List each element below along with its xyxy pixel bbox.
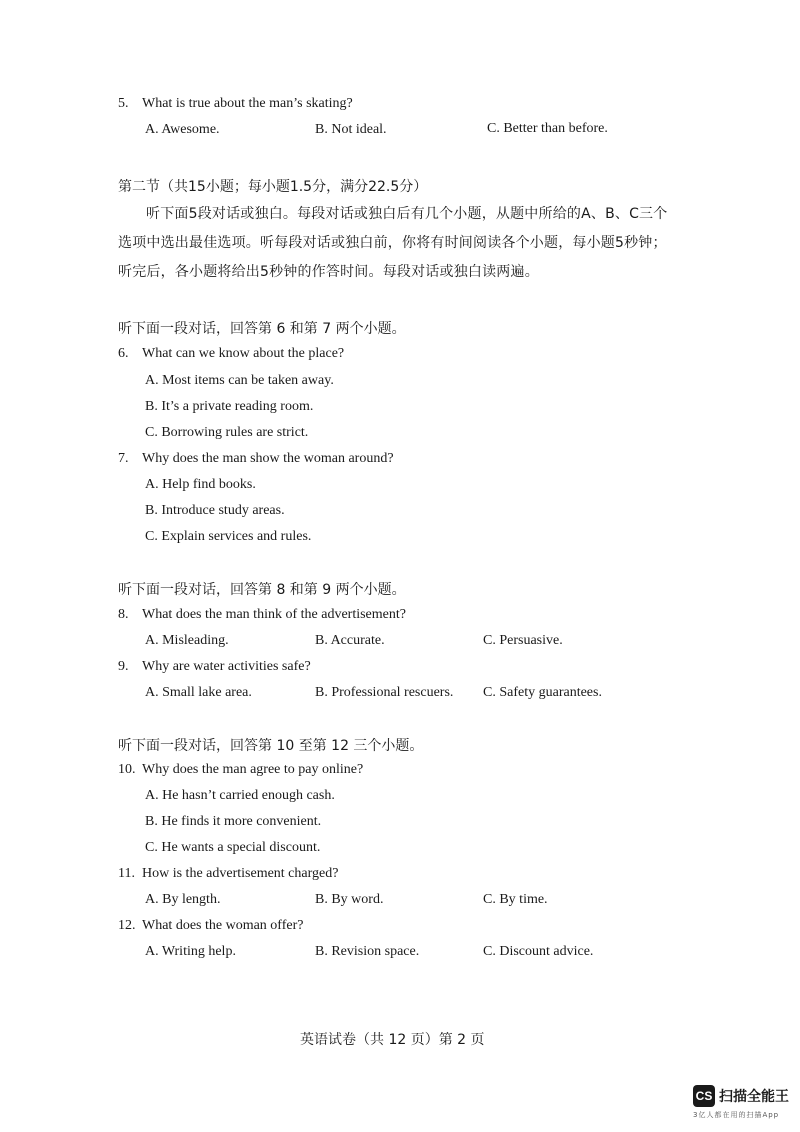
group-instruction: 听下面一段对话，回答第 6 和第 7 两个小题。 xyxy=(118,321,406,337)
option-b: B. He finds it more convenient. xyxy=(145,814,322,829)
option-b: B. Professional rescuers. xyxy=(315,685,454,700)
question-7 xyxy=(118,451,394,467)
section-heading: 第二节（共15小题；每小题1.5分，满分22.5分） xyxy=(118,179,428,195)
group-instruction: 听下面一段对话，回答第 8 和第 9 两个小题。 xyxy=(118,582,406,598)
option-a: A. By length. xyxy=(145,892,221,907)
option-a: A. Writing help. xyxy=(145,944,236,959)
option-b: B. Not ideal. xyxy=(315,122,387,137)
question-10 xyxy=(118,762,363,778)
option-c: C. Discount advice. xyxy=(483,944,594,959)
option-c: C. By time. xyxy=(483,892,548,907)
option-c: C. He wants a special discount. xyxy=(145,840,321,855)
question-text: Why does the man agree to pay online? xyxy=(142,762,364,777)
question-11 xyxy=(118,866,338,882)
question-number: 12. xyxy=(118,918,136,933)
option-c: C. Explain services and rules. xyxy=(145,529,312,544)
option-a: A. Misleading. xyxy=(145,633,229,648)
question-number: 10. xyxy=(118,762,136,777)
option-c: C. Persuasive. xyxy=(483,633,563,648)
question-9 xyxy=(118,659,311,675)
option-c: C. Safety guarantees. xyxy=(483,685,602,700)
option-b: B. Introduce study areas. xyxy=(145,503,285,518)
question-5 xyxy=(118,96,353,112)
question-text: What does the woman offer? xyxy=(142,918,304,933)
question-text: Why does the man show the woman around? xyxy=(142,451,394,466)
question-number: 5. xyxy=(118,96,129,111)
question-number: 9. xyxy=(118,659,129,674)
question-text: What can we know about the place? xyxy=(142,346,345,361)
question-text: How is the advertisement charged? xyxy=(142,866,339,881)
watermark-name: 扫描全能王 xyxy=(719,1089,789,1105)
watermark-tagline: 3亿人都在用的扫描App xyxy=(693,1111,780,1119)
question-text: Why are water activities safe? xyxy=(142,659,311,674)
scanner-watermark xyxy=(693,1085,793,1125)
option-c: C. Borrowing rules are strict. xyxy=(145,425,309,440)
question-number: 11. xyxy=(118,866,135,881)
option-a: A. Help find books. xyxy=(145,477,256,492)
option-b: B. By word. xyxy=(315,892,384,907)
group-instruction: 听下面一段对话，回答第 10 至第 12 三个小题。 xyxy=(118,738,424,754)
page-footer: 英语试卷（共 12 页）第 2 页 xyxy=(300,1032,485,1048)
question-8 xyxy=(118,607,406,623)
option-a: A. Small lake area. xyxy=(145,685,252,700)
question-6 xyxy=(118,346,344,362)
question-text: What is true about the man’s skating? xyxy=(142,96,353,111)
option-c: C. Better than before. xyxy=(487,121,608,136)
question-12 xyxy=(118,918,303,934)
option-a: A. Awesome. xyxy=(145,122,220,137)
question-number: 6. xyxy=(118,346,129,361)
option-a: A. He hasn’t carried enough cash. xyxy=(145,788,335,803)
option-b: B. Accurate. xyxy=(315,633,385,648)
option-b: B. Revision space. xyxy=(315,944,420,959)
question-number: 7. xyxy=(118,451,129,466)
question-number: 8. xyxy=(118,607,129,622)
cs-logo-icon: CS xyxy=(693,1085,715,1107)
section-instructions: 听下面5段对话或独白。每段对话或独白后有几个小题，从题中所给的A、B、C三个选项中选出最佳选项。听每段对话或独白前，你将有时间阅读各个小题，每小题5秒钟；听完后，各小题将给出5秒钟的作答时间。每段对话或独白读两遍。 xyxy=(118,206,668,280)
option-b: B. It’s a private reading room. xyxy=(145,399,314,414)
option-a: A. Most items can be taken away. xyxy=(145,373,334,388)
question-text: What does the man think of the advertisement? xyxy=(142,607,406,622)
